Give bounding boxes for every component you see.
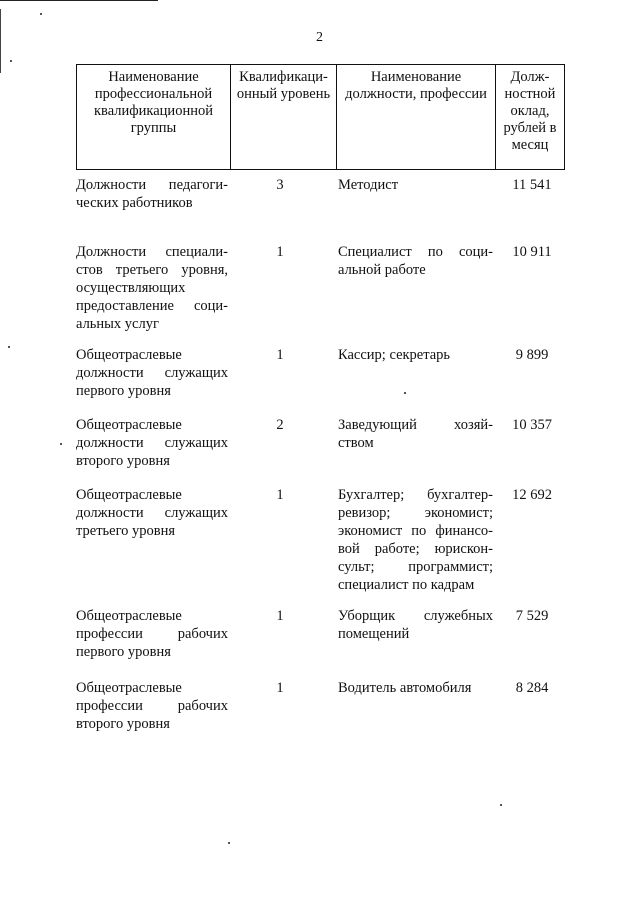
position-name: Методист (338, 177, 399, 193)
scan-edge-mark (0, 0, 158, 1)
group-name: Общеотраслевые должности служащих второго уровня (76, 417, 228, 469)
position-name: Водитель автомобиля (338, 680, 472, 696)
group-name: Общеотраслевые профессии рабочих первого уровня (76, 608, 228, 660)
qualification-level: 1 (276, 680, 284, 696)
group-name: Общеотраслевые должности служащих третьего уровня (76, 487, 228, 539)
scan-speck (10, 60, 12, 62)
header-group: Наименование профессиональной квалификационной группы (77, 65, 231, 170)
scan-speck (60, 443, 62, 445)
qualification-level: 1 (276, 347, 284, 363)
header-salary: Долж-ностной оклад, рублей в месяц (496, 65, 565, 170)
position-name: Уборщик служебных помещений (338, 608, 493, 642)
qualification-level: 1 (276, 608, 284, 624)
header-level: Квалификаци-онный уровень (231, 65, 337, 170)
position-name: Кассир; секретарь (338, 347, 451, 363)
page-number: 2 (316, 30, 323, 45)
position-name: Специалист по соци-альной работе (338, 244, 493, 278)
scan-speck (8, 346, 10, 348)
salary-value: 11 541 (512, 177, 552, 193)
position-name: Бухгалтер; бухгалтер-ревизор; экономист; экономист по финансо-вой работе; юрискон-сульт; программист; специалист по кадрам (338, 487, 493, 593)
group-name: Должности педагоги-ческих работников (76, 177, 228, 211)
scan-speck (500, 804, 502, 806)
qualification-level: 1 (276, 487, 284, 503)
salary-value: 10 357 (512, 417, 552, 433)
qualification-level: 1 (276, 244, 284, 260)
salary-value: 10 911 (512, 244, 552, 260)
qualification-level: 2 (276, 417, 284, 433)
scan-speck (404, 392, 406, 394)
salary-value: 9 899 (515, 347, 549, 363)
scan-speck (228, 842, 230, 844)
qualification-level: 3 (276, 177, 284, 193)
salary-value: 7 529 (515, 608, 549, 624)
position-name: Заведующий хозяй-ством (338, 417, 493, 451)
group-name: Должности специали-стов третьего уровня, осуществляющих предоставление соци-альных услуг (76, 244, 228, 332)
group-name: Общеотраслевые должности служащих первого уровня (76, 347, 228, 399)
scan-speck (40, 13, 42, 15)
group-name: Общеотраслевые профессии рабочих второго уровня (76, 680, 228, 732)
header-row (77, 65, 565, 170)
salary-value: 12 692 (512, 487, 552, 503)
salary-value: 8 284 (515, 680, 549, 696)
header-position: Наименование должности, профессии (337, 65, 496, 170)
table-header (76, 64, 565, 170)
